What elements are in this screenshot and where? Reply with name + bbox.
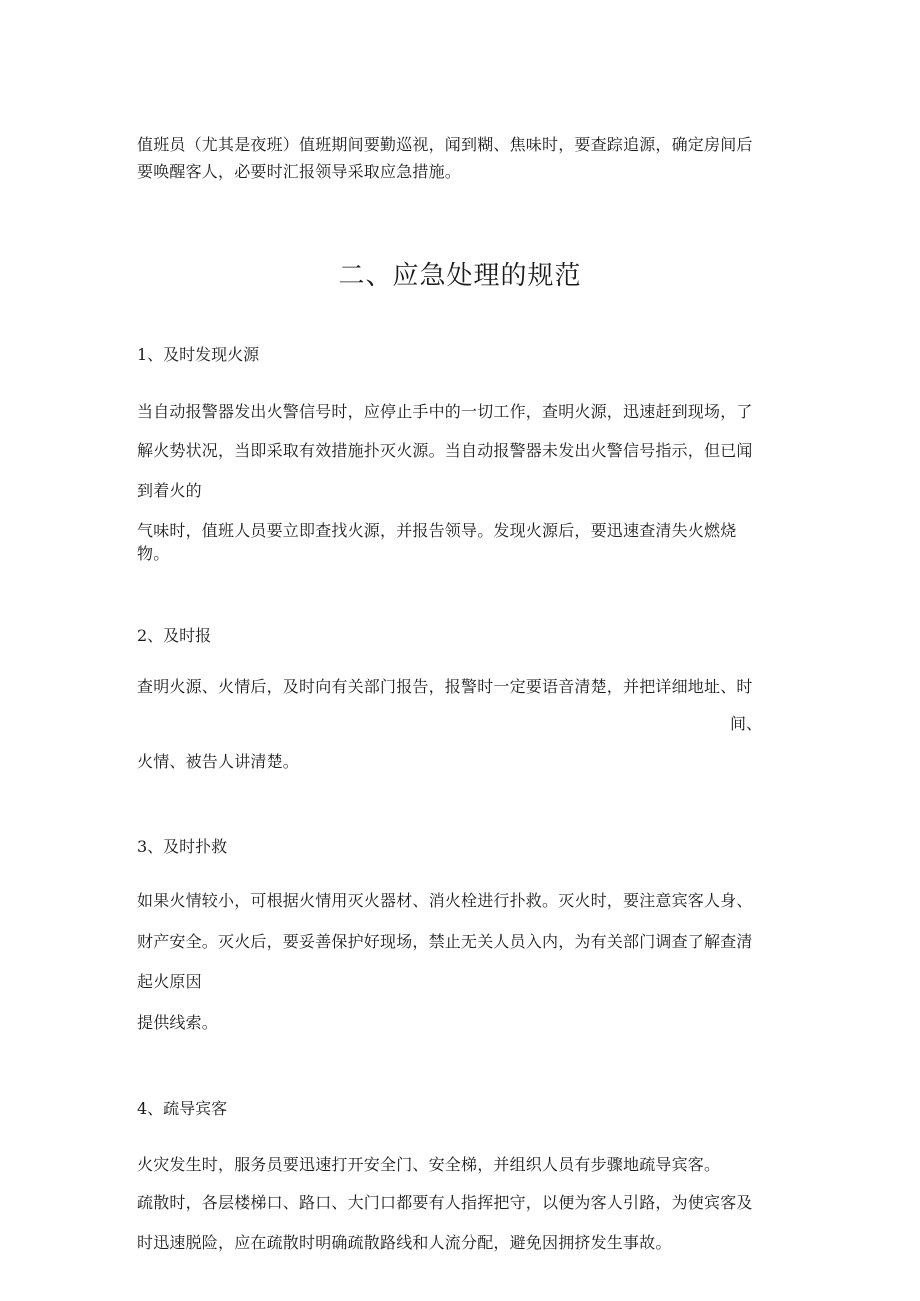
section-2-heading: 2、及时报 (137, 626, 212, 645)
section-4-line-2: 疏散时，各层楼梯口、路口、大门口都要有人指挥把守，以便为客人引路，为使宾客及 (137, 1193, 753, 1212)
section-2-line-3: 火情、被告人讲清楚。 (137, 752, 300, 771)
section-1-line-3: 到着火的 (137, 481, 202, 500)
section-title: 二、应急处理的规范 (338, 261, 582, 291)
section-1-line-2: 解火势状况，当即采取有效措施扑灭火源。当自动报警器未发出火警信号指示，但已闻 (137, 441, 753, 460)
intro-paragraph-line-1: 值班员（尤其是夜班）值班期间要勤巡视，闻到糊、焦味时，要查踪追源，确定房间后 (137, 135, 753, 154)
section-1-heading: 1、及时发现火源 (137, 345, 260, 364)
section-3-line-2: 财产安全。灭火后，要妥善保护好现场，禁止无关人员入内，为有关部门调查了解查清 (137, 932, 753, 951)
section-2-line-1: 查明火源、火情后，及时向有关部门报告，报警时一定要语音清楚，并把详细地址、时 (137, 677, 753, 696)
section-3-line-3: 起火原因 (137, 972, 202, 991)
section-4-line-3: 时迅速脱险，应在疏散时明确疏散路线和人流分配，避免因拥挤发生事故。 (137, 1233, 672, 1252)
section-4-heading: 4、疏导宾客 (137, 1099, 228, 1118)
section-2-line-2: 间、 (730, 714, 763, 733)
section-1-line-4: 气味时，值班人员要立即查找火源，并报告领导。发现火源后，要迅速查清失火燃烧 (137, 521, 737, 540)
section-4-line-1: 火灾发生时，服务员要迅速打开安全门、安全梯，并组织人员有步骤地疏导宾客。 (137, 1155, 721, 1174)
section-3-heading: 3、及时扑救 (137, 837, 228, 856)
section-3-line-1: 如果火情较小，可根据火情用灭火器材、消火栓进行扑救。灭火时，要注意宾客人身、 (137, 891, 753, 910)
section-3-line-4: 提供线索。 (137, 1013, 219, 1032)
section-1-line-1: 当自动报警器发出火警信号时，应停止手中的一切工作，查明火源，迅速赶到现场，了 (137, 402, 753, 421)
section-1-line-5: 物。 (137, 544, 170, 563)
intro-paragraph-line-2: 要唤醒客人，必要时汇报领导采取应急措施。 (137, 162, 462, 181)
